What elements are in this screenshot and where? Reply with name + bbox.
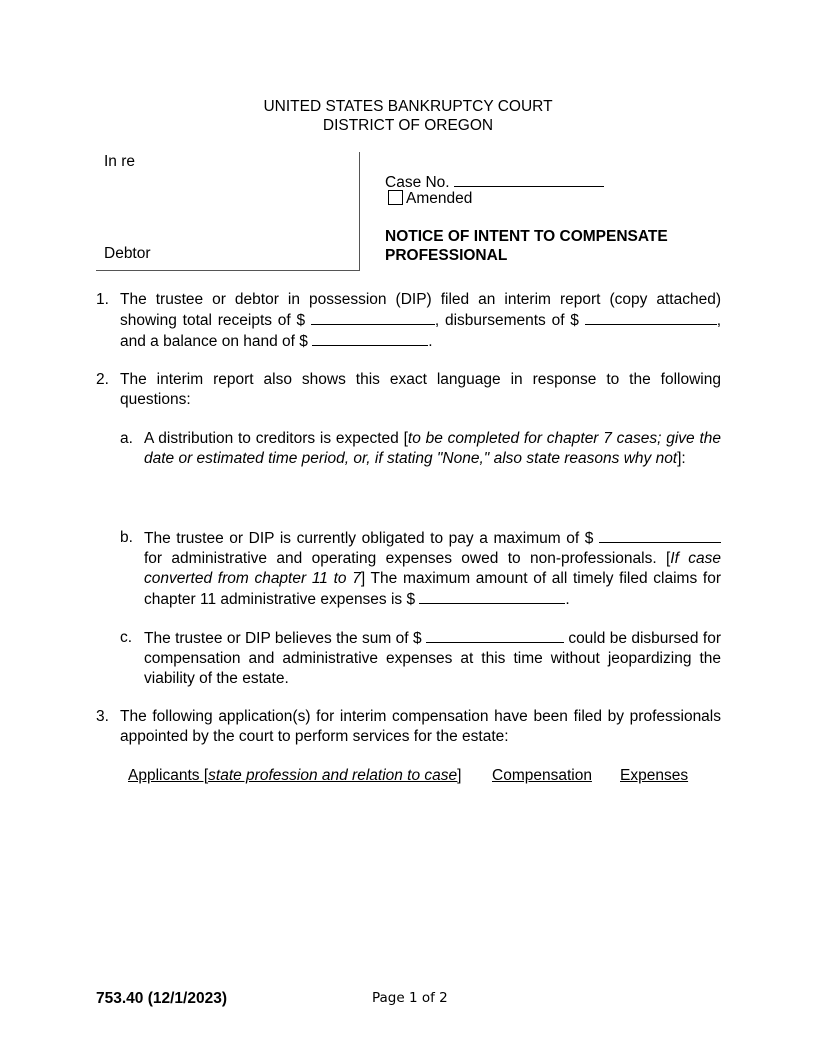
item-2b: [120, 528, 721, 610]
item-3: [96, 707, 721, 747]
document-title: [385, 227, 668, 265]
total-receipts-field[interactable]: [311, 310, 435, 325]
applicants-header-instructions: state profession and relation to case: [208, 767, 458, 784]
form-number: 753.40 (12/1/2023): [96, 990, 227, 1007]
case-number-label: Case No.: [385, 174, 450, 191]
disbursable-sum-field[interactable]: [426, 628, 564, 643]
item-2b-text-c: ] The maximum amount of all timely filed claims for chapter 11 administrative expenses is $: [144, 570, 721, 608]
item-2c-text-b: could be disbursed for compensation and administrative expenses at this time without jeopardizing the viability of the estate.: [144, 630, 721, 687]
amended-row: [388, 190, 472, 208]
expenses-column-header: Expenses: [620, 767, 689, 784]
debtor-label: Debtor: [104, 245, 151, 262]
in-re-label: In re: [104, 153, 136, 170]
item-2b-text-d: .: [565, 591, 570, 608]
item-2b-text-b: for administrative and operating expenses owed to non-professionals. [: [144, 550, 671, 567]
page-number: Page 1 of 2: [372, 990, 448, 1006]
max-obligation-field[interactable]: [599, 528, 721, 543]
item-2-number: 2.: [96, 371, 109, 388]
item-2a-text-b: ]:: [677, 450, 686, 467]
case-number-row: [385, 172, 604, 192]
item-2a-text-a: A distribution to creditors is expected [: [144, 430, 408, 447]
item-2a-instructions: to be completed for chapter 7 cases; give the date or estimated time period, or, if stating "None," also state reasons why not: [144, 430, 721, 467]
item-2-text: The interim report also shows this exact language in response to the following questions:: [120, 371, 721, 408]
item-1-text-c: , and a balance on hand of $: [120, 312, 721, 350]
applicants-header-pre: Applicants [: [128, 767, 209, 784]
item-1: [96, 290, 721, 352]
item-1-number: 1.: [96, 291, 109, 308]
item-2c-text-a: The trustee or DIP believes the sum of $: [144, 630, 426, 647]
case-number-field[interactable]: [454, 172, 604, 187]
item-2c-number: c.: [120, 629, 133, 646]
item-1-text-b: , disbursements of $: [434, 312, 585, 329]
caption-divider-horizontal: [96, 270, 360, 271]
item-2b-conversion-note: If case converted from chapter 11 to 7: [144, 550, 721, 587]
item-2a-number: a.: [120, 430, 133, 447]
chapter-11-claims-field[interactable]: [419, 589, 565, 604]
item-3-number: 3.: [96, 708, 109, 725]
item-3-text: The following application(s) for interim compensation have been filed by professionals appointed by the court to perform services for the estate:: [120, 708, 721, 745]
item-1-text-d: .: [428, 333, 433, 350]
item-2: [96, 370, 721, 410]
item-1-text-a: The trustee or debtor in possession (DIP) filed an interim report (copy attached) showing total receipts of $: [120, 291, 721, 329]
court-district: DISTRICT OF OREGON: [322, 117, 494, 134]
disbursements-field[interactable]: [585, 310, 717, 325]
item-2a: [120, 429, 721, 469]
applicants-header-post: ]: [457, 767, 462, 784]
item-2b-number: b.: [120, 529, 133, 546]
item-2c: [120, 628, 721, 689]
court-name: UNITED STATES BANKRUPTCY COURT: [263, 98, 553, 115]
compensation-column-header: Compensation: [492, 767, 592, 784]
balance-on-hand-field[interactable]: [312, 331, 428, 346]
item-2b-text-a: The trustee or DIP is currently obligated to pay a maximum of $: [144, 530, 599, 547]
title-line-2: PROFESSIONAL: [385, 247, 508, 264]
amended-checkbox[interactable]: [388, 190, 403, 205]
applicants-column-header: [128, 767, 461, 785]
caption-divider-vertical: [359, 152, 360, 271]
amended-label: Amended: [406, 190, 473, 207]
court-heading: [0, 97, 816, 135]
title-line-1: NOTICE OF INTENT TO COMPENSATE: [385, 228, 668, 245]
